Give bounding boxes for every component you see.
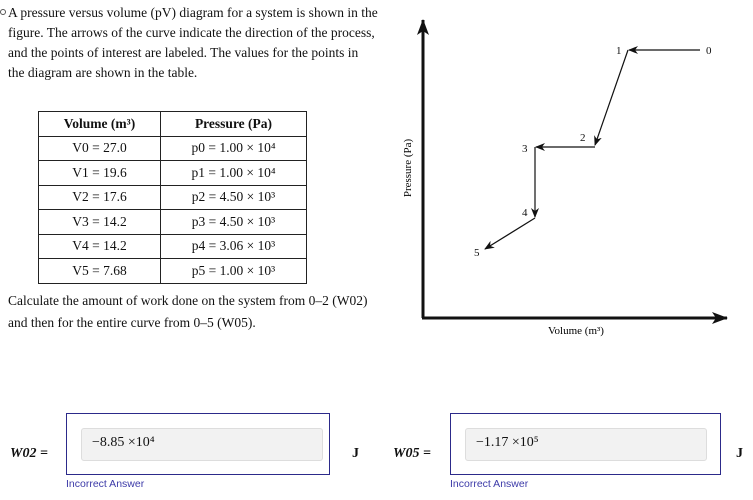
volume-cell: V2 = 17.6: [39, 185, 161, 210]
volume-cell: V5 = 7.68: [39, 259, 161, 284]
w05-label: W05 =: [393, 446, 431, 461]
volume-cell: V3 = 14.2: [39, 210, 161, 235]
header-pressure: Pressure (Pa): [161, 112, 307, 137]
point-label-2: 2: [580, 132, 586, 144]
y-axis-label: Pressure (Pa): [402, 138, 414, 198]
pressure-cell: p2 = 4.50 × 10³: [161, 185, 307, 210]
header-volume: Volume (m³): [39, 112, 161, 137]
pressure-cell: p4 = 3.06 × 10³: [161, 234, 307, 259]
segment-1-2: [595, 50, 628, 145]
pressure-cell: p3 = 4.50 × 10³: [161, 210, 307, 235]
point-label-4: 4: [522, 207, 528, 219]
point-label-1: 1: [616, 45, 622, 57]
volume-cell: V1 = 19.6: [39, 161, 161, 186]
w02-input[interactable]: −8.85 ×10⁴: [81, 428, 323, 461]
x-axis-label: Volume (m³): [548, 325, 604, 337]
point-label-5: 5: [474, 247, 480, 259]
pressure-cell: p5 = 1.00 × 10³: [161, 259, 307, 284]
w02-answer-box: [66, 413, 330, 475]
pressure-cell: p0 = 1.00 × 10⁴: [161, 136, 307, 161]
volume-cell: V4 = 14.2: [39, 234, 161, 259]
w05-status: Incorrect Answer: [450, 478, 529, 490]
problem-intro: A pressure versus volume (pV) diagram for a system is shown in the figure. The arrows of the curve indicate the direction of the process, and the points of interest are labeled. The values for the points in the diagram are shown in the table.: [8, 5, 378, 80]
w02-status: Incorrect Answer: [66, 478, 145, 490]
w02-unit: J: [352, 446, 359, 461]
w05-answer-box: [450, 413, 721, 475]
w02-label: W02 =: [10, 446, 48, 461]
question-text: Calculate the amount of work done on the system from 0–2 (W02) and then for the entire curve from 0–5 (W05).: [8, 293, 368, 330]
segment-4-5: [485, 218, 535, 249]
w05-unit: J: [736, 446, 743, 461]
point-label-3: 3: [522, 143, 528, 155]
volume-cell: V0 = 27.0: [39, 136, 161, 161]
w05-input[interactable]: −1.17 ×10⁵: [465, 428, 707, 461]
pressure-cell: p1 = 1.00 × 10⁴: [161, 161, 307, 186]
point-label-0: 0: [706, 45, 712, 57]
